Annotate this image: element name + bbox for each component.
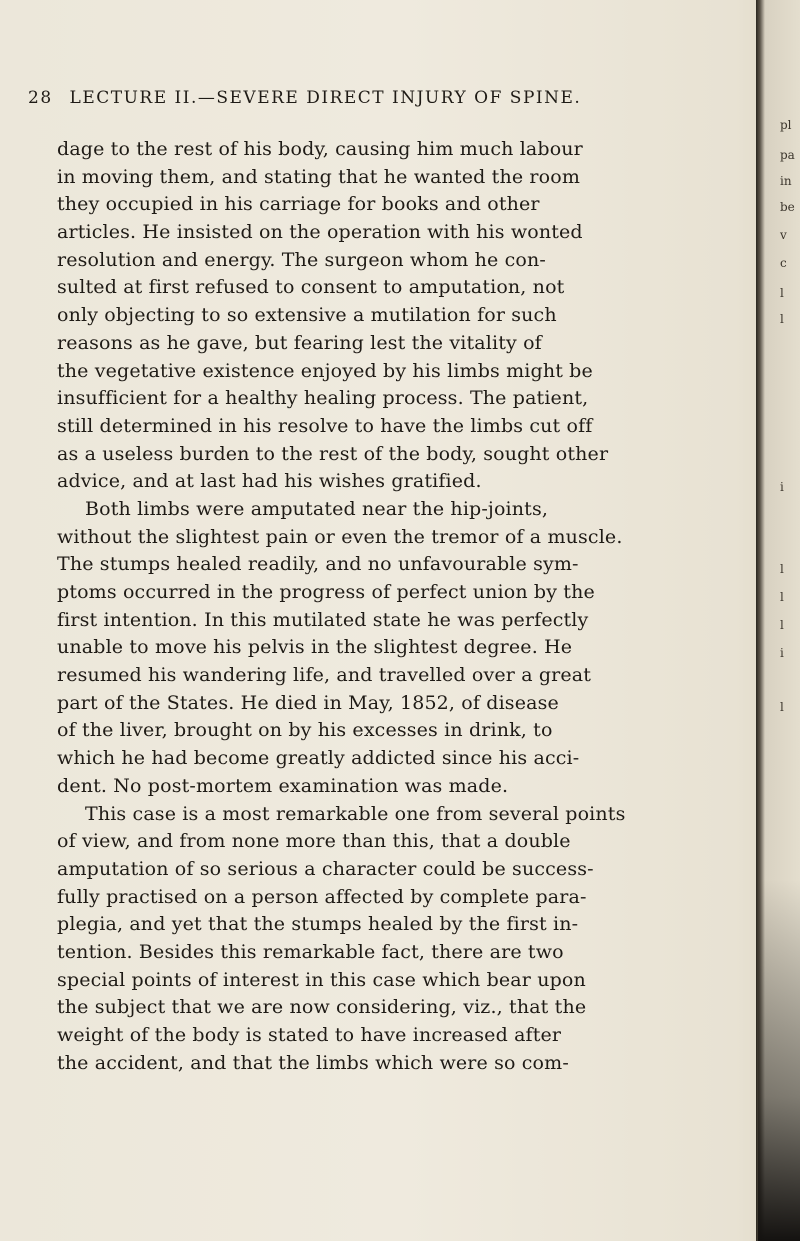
text-line: resumed his wandering life, and travelled over a great [57,664,592,687]
text-line: dage to the rest of his body, causing him much labour [57,138,583,160]
text-line: the subject that we are now considering, viz., that the [57,996,587,1019]
adjacent-page-fragment: l [780,562,784,576]
text-line: of view, and from none more than this, that a double [57,830,571,853]
adjacent-page-fragment: c [780,256,787,270]
text-line: ptoms occurred in the progress of perfect union by the [57,581,595,603]
running-title: LECTURE II.—SEVERE DIRECT INJURY OF SPINE. [69,88,582,108]
adjacent-page-fragment: l [780,286,784,300]
text-line: resolution and energy. The surgeon whom he con- [57,248,546,271]
adjacent-page-fragment: l [780,700,784,714]
text-line: the vegetative existence enjoyed by his limbs might be [57,359,593,382]
text-line: tention. Besides this remarkable fact, there are two [57,940,564,963]
adjacent-page-fragment: pa [780,148,795,162]
text-line: reasons as he gave, but fearing lest the vitality of [57,331,542,354]
text-line: still determined in his resolve to have the limbs cut off [57,414,593,437]
text-line: amputation of so serious a character could be success- [57,857,594,880]
adjacent-page-fragment: l [780,618,784,632]
adjacent-page-fragment: pl [780,118,792,132]
adjacent-page-fragment: in [780,174,792,188]
text-line: unable to move his pelvis in the slightest degree. He [57,636,573,659]
text-line: as a useless burden to the rest of the body, sought other [57,442,609,465]
text-line: of the liver, brought on by his excesses in drink, to [57,719,553,742]
text-line: only objecting to so extensive a mutilation for such [57,304,557,327]
text-line: insufficient for a healthy healing process. The patient, [57,387,589,410]
adjacent-page-fragment: be [780,200,795,214]
text-line: dent. No post-mortem examination was made. [57,774,509,797]
page-number: 28 [28,88,53,108]
paragraph-start-line: This case is a most remarkable one from several points [85,802,626,825]
gutter-shadow [758,880,800,1241]
adjacent-page-fragment: i [780,646,784,660]
text-line: which he had become greatly addicted since his acci- [57,747,580,770]
adjacent-page-fragment: l [780,312,784,326]
text-line: the accident, and that the limbs which were so com- [57,1051,569,1074]
adjacent-page-fragment: v [780,228,787,242]
running-header [28,88,748,108]
text-line: advice, and at last had his wishes gratified. [57,470,482,493]
text-line: sulted at first refused to consent to amputation, not [57,276,565,299]
text-line: they occupied in his carriage for books and other [57,193,540,216]
text-line: without the slightest pain or even the tremor of a muscle. [57,525,623,548]
text-line: first intention. In this mutilated state he was perfectly [57,608,589,631]
text-line: weight of the body is stated to have increased after [57,1024,562,1046]
text-line: fully practised on a person affected by complete para- [57,885,587,908]
adjacent-page-fragment: l [780,590,784,604]
text-line: articles. He insisted on the operation with his wonted [57,221,583,244]
text-line: part of the States. He died in May, 1852, of disease [57,691,559,714]
text-line: plegia, and yet that the stumps healed by the first in- [57,913,579,936]
text-line: special points of interest in this case which bear upon [57,968,586,991]
text-line: The stumps healed readily, and no unfavourable sym- [57,553,579,576]
body-text [57,136,747,1077]
text-line: in moving them, and stating that he wanted the room [57,165,580,188]
adjacent-page-fragment: i [780,480,784,494]
paragraph-start-line: Both limbs were amputated near the hip-joints, [85,497,549,520]
